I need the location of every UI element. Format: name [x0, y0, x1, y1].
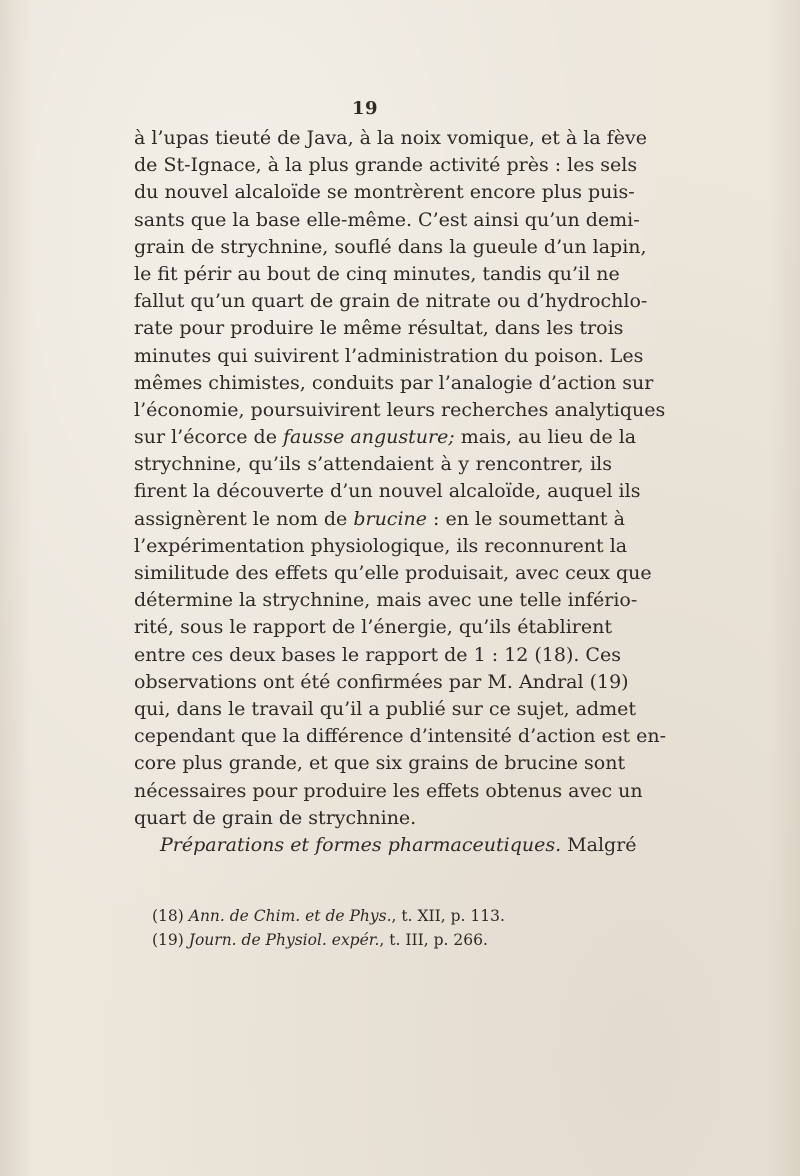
- text-line: [134, 152, 638, 179]
- text-line: [134, 424, 637, 451]
- text-line: [134, 533, 628, 560]
- text-run: de St-Ignace, à la plus grande activité près : les sels: [134, 154, 638, 177]
- text-run: détermine la strychnine, mais avec une telle infério-: [134, 589, 638, 612]
- text-line: [134, 832, 637, 859]
- text-line: [134, 642, 621, 669]
- text-run: grain de strychnine, souflé dans la gueule d’un lapin,: [134, 235, 647, 258]
- text-line: [134, 669, 629, 696]
- text-line: [134, 723, 667, 750]
- text-line: [134, 805, 612, 832]
- text-line: [134, 261, 620, 288]
- text-run: minutes qui suivirent l’administration du poison. Les: [134, 344, 644, 367]
- text-run: cependant que la différence d’intensité d’action est en-: [134, 725, 667, 748]
- text-run: fallut qu’un quart de grain de nitrate ou d’hydrochlo-: [134, 290, 648, 313]
- text-run: core plus grande, et que six grains de brucine sont: [134, 752, 626, 775]
- footnote-source: Ann. de Chim. et de Phys.: [188, 907, 392, 925]
- text-line: [134, 696, 636, 723]
- text-line: [134, 506, 625, 533]
- text-run: quart de grain de strychnine.: [134, 806, 417, 829]
- text-run: sur l’écorce de: [134, 426, 284, 449]
- text-line: [134, 397, 666, 424]
- text-line: [134, 288, 648, 315]
- footnote-reference: , t. XII, p. 113.: [391, 907, 505, 925]
- italic-text: fausse angusture;: [283, 426, 455, 449]
- text-line: [134, 750, 626, 777]
- footnotes: [152, 904, 612, 952]
- text-run: l’expérimentation physiologique, ils reconnurent la: [134, 534, 628, 557]
- text-run: : en le soumettant à: [427, 507, 625, 530]
- footnote-number: (18): [152, 907, 189, 925]
- text-line: [134, 451, 612, 478]
- text-line: [134, 587, 638, 614]
- text-run: rité, sous le rapport de l’énergie, qu’ils établirent: [134, 616, 612, 639]
- text-run: Malgré: [561, 833, 637, 856]
- footnote-number: (19): [152, 931, 189, 949]
- text-line: [134, 234, 647, 261]
- text-line: [134, 125, 647, 152]
- italic-text: Préparations et formes pharmaceutiques.: [160, 833, 562, 856]
- text-run: à l’upas tieuté de Java, à la noix vomique, et à la fève: [134, 127, 647, 149]
- text-run: le fit périr au bout de cinq minutes, tandis qu’il ne: [134, 262, 620, 285]
- text-line: [134, 207, 640, 234]
- text-line: [134, 614, 612, 641]
- text-run: firent la découverte d’un nouvel alcaloïde, auquel ils: [134, 480, 641, 503]
- text-run: qui, dans le travail qu’il a publié sur ce sujet, admet: [134, 697, 636, 720]
- page-number: 19: [351, 98, 379, 119]
- footnote: [152, 928, 612, 952]
- text-run: mêmes chimistes, conduits par l’analogie d’action sur: [134, 371, 654, 394]
- text-line: [134, 560, 652, 587]
- text-line: [134, 370, 654, 397]
- text-run: entre ces deux bases le rapport de 1 : 12 (18). Ces: [134, 643, 621, 666]
- text-run: sants que la base elle-même. C’est ainsi qu’un demi-: [134, 208, 640, 231]
- text-run: mais, au lieu de la: [454, 426, 637, 449]
- text-run: du nouvel alcaloïde se montrèrent encore plus puis-: [134, 181, 635, 204]
- text-run: similitude des effets qu’elle produisait, avec ceux que: [134, 562, 652, 584]
- text-run: l’économie, poursuivirent leurs recherches analytiques: [134, 398, 666, 421]
- text-run: nécessaires pour produire les effets obtenus avec un: [134, 779, 643, 802]
- text-run: rate pour produire le même résultat, dans les trois: [134, 317, 624, 340]
- text-line: [134, 478, 641, 505]
- body-text: [134, 125, 667, 859]
- text-line: [134, 179, 635, 206]
- text-run: assignèrent le nom de: [134, 507, 354, 530]
- footnote-reference: , t. III, p. 266.: [379, 931, 488, 949]
- text-run: observations ont été confirmées par M. Andral (19): [134, 670, 629, 693]
- text-line: [134, 343, 644, 370]
- text-line: [134, 778, 643, 805]
- italic-text: brucine: [353, 507, 428, 530]
- text-line: [134, 315, 624, 342]
- text-run: strychnine, qu’ils s’attendaient à y rencontrer, ils: [134, 453, 612, 476]
- footnote-source: Journ. de Physiol. expér.: [188, 931, 380, 949]
- footnote: [152, 904, 612, 928]
